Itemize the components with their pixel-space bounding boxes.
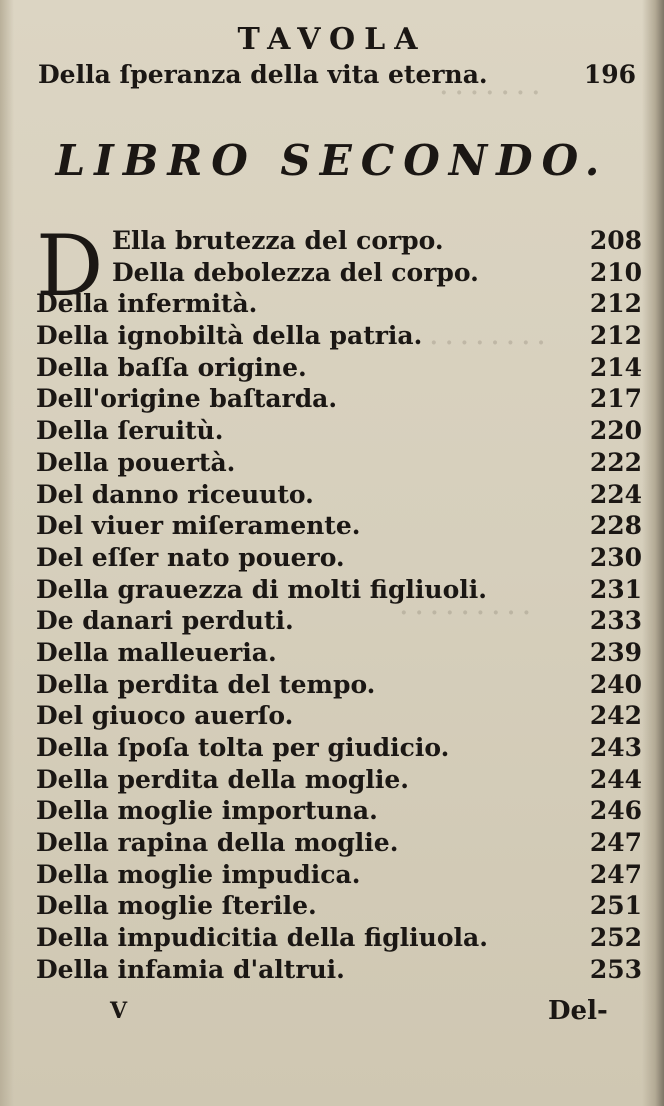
signature-mark: V bbox=[110, 998, 128, 1024]
toc-entry bbox=[36, 796, 642, 828]
toc-entry bbox=[36, 701, 642, 733]
toc-entry bbox=[36, 670, 642, 702]
toc-entry bbox=[36, 321, 642, 353]
entry-page: 243 bbox=[589, 733, 642, 762]
entry-page: 239 bbox=[589, 637, 642, 667]
toc-entry bbox=[36, 353, 642, 385]
entry-text: Della debolezza del corpo. bbox=[112, 257, 479, 287]
toc-entry bbox=[36, 638, 642, 670]
toc-entry bbox=[36, 258, 642, 290]
entry-page: 240 bbox=[589, 669, 642, 699]
entry-page: 247 bbox=[589, 859, 642, 889]
toc-entry bbox=[36, 416, 642, 448]
entry-page: 224 bbox=[589, 479, 642, 509]
entry-page: 196 bbox=[583, 60, 636, 89]
entry-text: Della infamia d'altrui. bbox=[36, 954, 345, 984]
entry-page: 244 bbox=[589, 764, 642, 794]
entry-text: Della ſeruitù. bbox=[36, 416, 224, 446]
entry-page: 212 bbox=[589, 289, 642, 319]
entry-text: Della moglie importuna. bbox=[36, 796, 378, 826]
drop-cap: D bbox=[36, 217, 104, 315]
entry-text: Della infermità. bbox=[36, 289, 258, 319]
show-through-text: · · · · · · · bbox=[440, 80, 540, 106]
toc-entry bbox=[36, 384, 642, 416]
toc-entry bbox=[36, 733, 642, 765]
entry-text: Della impudicitia della figliuola. bbox=[36, 923, 488, 953]
entry-page: 233 bbox=[589, 606, 642, 636]
show-through-text: · · · · · · · · bbox=[430, 330, 545, 356]
toc-entry bbox=[36, 226, 642, 258]
entry-text: Della ignobiltà della patria. bbox=[36, 321, 423, 351]
page-header: TAVOLA bbox=[237, 22, 427, 57]
toc-entry bbox=[36, 448, 642, 480]
toc-entry bbox=[36, 923, 642, 955]
toc-entry bbox=[36, 543, 642, 575]
entry-page: 246 bbox=[589, 796, 642, 826]
entry-text: Della pouertà. bbox=[36, 447, 236, 477]
toc-entry bbox=[36, 575, 642, 607]
toc-entry bbox=[36, 955, 642, 987]
entry-text: De danari perduti. bbox=[36, 606, 294, 636]
entry-text: Del giuoco auerſo. bbox=[36, 701, 294, 731]
entry-page: 208 bbox=[589, 226, 642, 255]
toc-entry bbox=[36, 828, 642, 860]
toc-entry bbox=[36, 480, 642, 512]
entry-text: Della moglie ſterile. bbox=[36, 891, 317, 921]
catchword: Del- bbox=[548, 996, 608, 1026]
entry-page: 251 bbox=[589, 891, 642, 921]
toc-entry bbox=[36, 860, 642, 892]
entry-text: Del eſſer nato pouero. bbox=[36, 542, 345, 572]
entry-text: Della malleueria. bbox=[36, 637, 277, 667]
entry-page: 242 bbox=[589, 701, 642, 731]
entry-text: Della perdita del tempo. bbox=[36, 669, 376, 699]
entry-page: 228 bbox=[589, 511, 642, 541]
entry-page: 247 bbox=[589, 828, 642, 858]
toc-entry bbox=[36, 511, 642, 543]
toc-entry bbox=[36, 606, 642, 638]
entry-page: 214 bbox=[589, 352, 642, 382]
entry-text: Del viuer miſeramente. bbox=[36, 511, 361, 541]
entry-text: Della ſperanza della vita eterna. bbox=[38, 60, 488, 89]
section-title: LIBRO SECONDO. bbox=[55, 136, 609, 185]
entry-page: 230 bbox=[589, 542, 642, 572]
entry-page: 252 bbox=[589, 923, 642, 953]
entry-text: Ella brutezza del corpo. bbox=[112, 226, 444, 255]
entry-text: Dell'origine baſtarda. bbox=[36, 384, 338, 414]
entry-text: Della ſpoſa tolta per giudicio. bbox=[36, 733, 450, 762]
toc-entry bbox=[36, 891, 642, 923]
toc-entry bbox=[36, 765, 642, 797]
entry-text: Della moglie impudica. bbox=[36, 859, 361, 889]
entry-page: 222 bbox=[589, 447, 642, 477]
entry-page: 253 bbox=[589, 954, 642, 984]
entry-text: Della grauezza di molti figliuoli. bbox=[36, 574, 487, 604]
entry-text: Della baſſa origine. bbox=[36, 352, 307, 382]
entry-text: Della perdita della moglie. bbox=[36, 764, 409, 794]
entry-page: 231 bbox=[589, 574, 642, 604]
entry-page: 217 bbox=[589, 384, 642, 414]
entry-page: 212 bbox=[589, 321, 642, 351]
entry-page: 220 bbox=[589, 416, 642, 446]
entry-page: 210 bbox=[589, 257, 642, 287]
show-through-text: · · · · · · · · · bbox=[400, 600, 531, 626]
entry-text: Della rapina della moglie. bbox=[36, 828, 399, 858]
toc-entry bbox=[36, 289, 642, 321]
entry-text: Del danno riceuuto. bbox=[36, 479, 314, 509]
toc-entry-first bbox=[38, 60, 636, 94]
toc-list bbox=[36, 217, 642, 987]
